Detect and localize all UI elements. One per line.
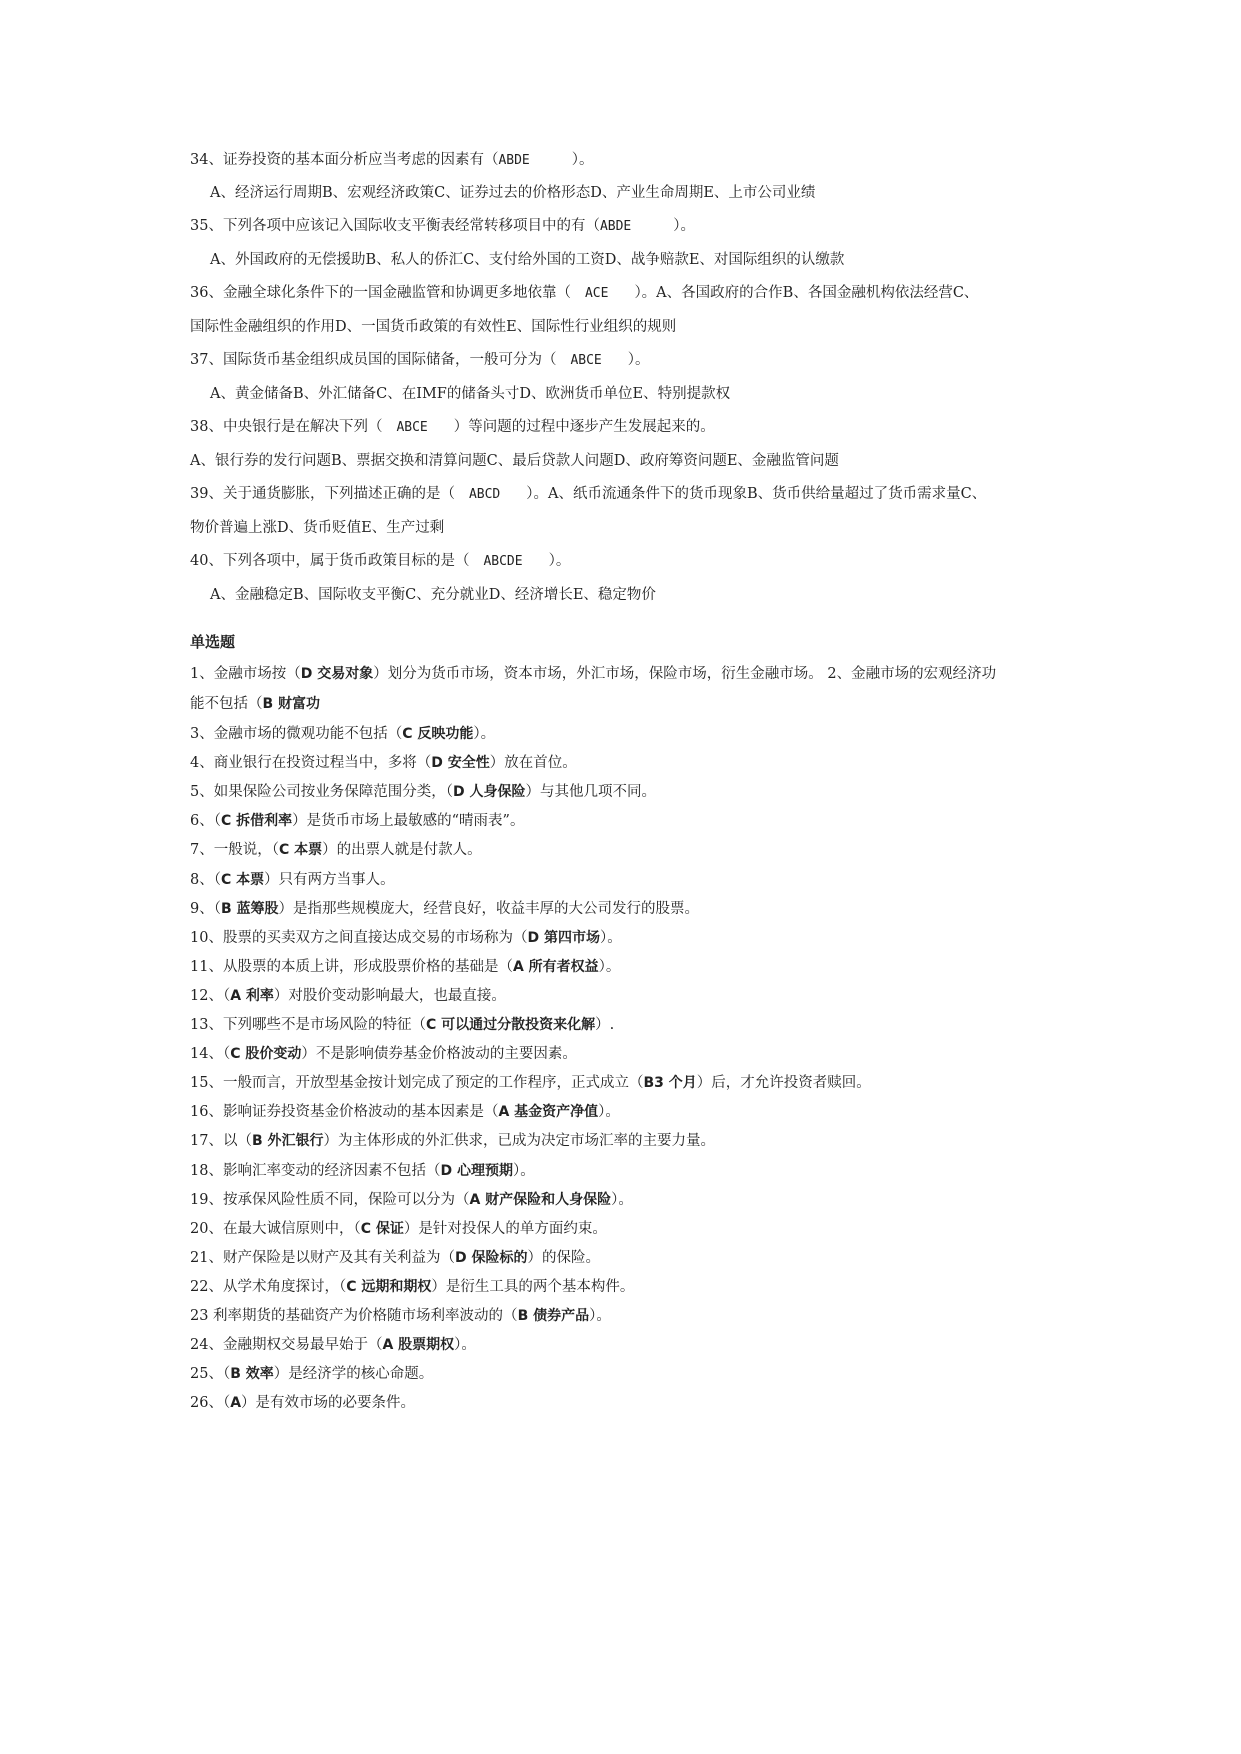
question-text: ）。 — [673, 218, 696, 234]
question-text: ）。A、各国政府的合作B、各国金融机构依法经营C、 — [634, 285, 979, 301]
question-text: 4、商业银行在投资过程当中，多将（ — [190, 755, 432, 772]
question-text: ）对股价变动影响最大，也最直接。 — [273, 987, 506, 1004]
question-text: ）。 — [598, 1104, 620, 1121]
question-text: ）等问题的过程中逐步产生发展起来的。 — [453, 419, 715, 435]
question-text: 13、下列哪些不是市场风险的特征（ — [190, 1017, 426, 1033]
question-text: ）。 — [599, 929, 622, 946]
question-text: ）。 — [627, 352, 650, 368]
question-text: ）。 — [611, 1191, 633, 1208]
question-34-options: A、经济运行周期B、宏观经济政策C、证券过去的价格形态D、产业生命周期E、上市公司业绩 — [210, 185, 816, 201]
single-question-1 — [190, 664, 996, 684]
question-text: 3、金融市场的微观功能不包括（ — [190, 726, 403, 742]
question-39-continued: 物价普遍上涨D、货币贬值E、生产过剩 — [190, 520, 445, 536]
question-text: ）是经济学的核心命题。 — [273, 1366, 434, 1383]
question-text: ）划分为货币市场，资本市场，外汇市场，保险市场，衍生金融市场。 2、金融市场的宏观经济功 — [373, 666, 997, 682]
answer: ABCD — [468, 487, 501, 502]
answer: B 外汇银行 — [251, 1133, 324, 1150]
question-text: 35、下列各项中应该记入国际收支平衡表经常转移项目中的有（ — [190, 218, 600, 234]
question-text: 34、证券投资的基本面分析应当考虑的因素有（ — [190, 152, 499, 168]
question-text: 18、影响汇率变动的经济因素不包括（ — [190, 1162, 441, 1179]
single-question — [190, 870, 395, 890]
single-question — [190, 1102, 620, 1122]
single-question — [190, 1306, 611, 1326]
question-text: 8、（ — [190, 871, 221, 888]
answer: B 财富功 — [262, 696, 321, 712]
answer: A 基金资产净值 — [498, 1104, 599, 1121]
question-text: 38、中央银行是在解决下列（ — [190, 419, 383, 435]
single-question — [190, 1015, 614, 1035]
question-text: 10、股票的买卖双方之间直接达成交易的市场称为（ — [190, 929, 528, 946]
single-question — [190, 986, 506, 1006]
single-question — [190, 840, 482, 860]
answer: C 股价变动 — [230, 1046, 302, 1063]
question-text: ）。 — [589, 1308, 611, 1324]
question-34 — [190, 150, 594, 171]
answer: A — [230, 1395, 242, 1412]
single-question — [190, 1248, 600, 1268]
question-text: 36、金融全球化条件下的一国金融监管和协调更多地依靠（ — [190, 285, 571, 301]
question-text: 21、财产保险是以财产及其有关利益为（ — [190, 1249, 455, 1266]
answer: D 保险标的 — [454, 1249, 528, 1266]
answer: A 利率 — [230, 987, 274, 1004]
answer: ACE — [584, 286, 609, 301]
question-text: ）与其他几项不同。 — [525, 784, 656, 801]
single-question — [190, 1073, 871, 1093]
single-question — [190, 1335, 476, 1355]
question-text: 39、关于通货膨胀，下列描述正确的是（ — [190, 486, 455, 502]
answer: D 心理预期 — [440, 1162, 513, 1179]
answer: ABCE — [396, 420, 428, 435]
answer: C 拆借利率 — [220, 813, 293, 830]
question-text: 26、（ — [190, 1395, 231, 1412]
question-text: 6、（ — [190, 813, 221, 830]
question-text: ）是衍生工具的两个基本构件。 — [431, 1278, 635, 1295]
single-question — [190, 1393, 415, 1413]
question-text: ）。 — [454, 1337, 476, 1354]
single-question — [190, 753, 577, 773]
answer: ABDE — [599, 219, 632, 234]
question-text: 17、以（ — [190, 1133, 252, 1150]
question-text: ）只有两方当事人。 — [264, 871, 395, 888]
question-text: ）的保险。 — [527, 1249, 600, 1266]
section-heading: 单选题 — [190, 633, 236, 651]
question-text: ）后，才允许投资者赎回。 — [696, 1075, 871, 1092]
question-40 — [190, 551, 570, 572]
answer: B 债券产品 — [517, 1308, 590, 1324]
question-text: ）。 — [598, 958, 621, 975]
answer: D 安全性 — [431, 755, 490, 772]
question-text: 15、一般而言，开放型基金按计划完成了预定的工作程序，正式成立（ — [190, 1075, 644, 1092]
single-question — [190, 1190, 633, 1210]
question-text: ）是货币市场上最敏感的“晴雨表”。 — [292, 813, 525, 830]
answer: ABDE — [498, 153, 530, 168]
question-text: 9、（ — [190, 900, 221, 917]
answer: B3 个月 — [643, 1075, 697, 1092]
answer: D 人身保险 — [452, 784, 526, 801]
question-text: ）放在首位。 — [489, 755, 577, 772]
question-text: ）是有效市场的必要条件。 — [241, 1395, 416, 1412]
question-text: 11、从股票的本质上讲，形成股票价格的基础是（ — [190, 958, 513, 975]
question-40-options: A、金融稳定B、国际收支平衡C、充分就业D、经济增长E、稳定物价 — [210, 587, 656, 603]
answer: C 本票 — [220, 871, 265, 888]
question-text: ）是针对投保人的单方面约束。 — [403, 1220, 607, 1237]
question-text: 20、在最大诚信原则中，（ — [190, 1220, 361, 1237]
question-text: ）。 — [548, 553, 571, 569]
question-text: 16、影响证券投资基金价格波动的基本因素是（ — [190, 1104, 499, 1121]
question-text: ）的出票人就是付款人。 — [322, 842, 482, 859]
answer: D 交易对象 — [300, 666, 374, 682]
question-text: ）不是影响债券基金价格波动的主要因素。 — [301, 1046, 577, 1063]
answer: D 第四市场 — [527, 929, 600, 946]
single-question-2 — [190, 694, 320, 714]
question-36-continued: 国际性金融组织的作用D、一国货币政策的有效性E、国际性行业组织的规则 — [190, 319, 677, 335]
single-question — [190, 1277, 634, 1297]
single-question — [190, 782, 656, 802]
question-text: 19、按承保风险性质不同，保险可以分为（ — [190, 1191, 470, 1208]
single-question — [190, 811, 524, 831]
question-text: 24、金融期权交易最早始于（ — [190, 1337, 383, 1354]
question-text: ）. — [595, 1017, 615, 1033]
question-37 — [190, 350, 650, 371]
answer: A 所有者权益 — [512, 958, 599, 975]
answer: ABCE — [570, 353, 602, 368]
question-38 — [190, 417, 715, 438]
answer: C 可以通过分散投资来化解 — [425, 1017, 596, 1033]
question-text: ）。A、纸币流通条件下的货币现象B、货币供给量超过了货币需求量C、 — [526, 486, 987, 502]
question-39 — [190, 484, 986, 505]
question-text: 能不包括（ — [190, 696, 263, 712]
single-question — [190, 1161, 535, 1181]
question-text: 12、（ — [190, 987, 231, 1004]
single-question — [190, 1044, 577, 1064]
question-text: 25、（ — [190, 1366, 231, 1383]
question-text: ）。 — [571, 152, 594, 168]
question-text: 22、从学术角度探讨，（ — [190, 1278, 347, 1295]
question-text: 14、（ — [190, 1046, 231, 1063]
question-text: 23 利率期货的基础资产为价格随市场利率波动的（ — [190, 1308, 518, 1324]
answer: C 本票 — [278, 842, 323, 859]
single-question — [190, 928, 622, 948]
question-35 — [190, 216, 695, 237]
question-text: 5、如果保险公司按业务保障范围分类，（ — [190, 784, 453, 801]
question-text: 37、国际货币基金组织成员国的国际储备，一般可分为（ — [190, 352, 557, 368]
single-question — [190, 1131, 715, 1151]
answer: B 蓝筹股 — [220, 900, 279, 917]
question-35-options: A、外国政府的无偿援助B、私人的侨汇C、支付给外国的工资D、战争赔款E、对国际组织的认缴款 — [210, 252, 845, 268]
question-text: 40、下列各项中，属于货币政策目标的是（ — [190, 553, 470, 569]
answer: ABCDE — [483, 554, 523, 569]
question-36 — [190, 283, 978, 304]
single-question — [190, 957, 620, 977]
question-37-options: A、黄金储备B、外汇储备C、在IMF的储备头寸D、欧洲货币单位E、特别提款权 — [210, 386, 731, 402]
question-text: ）为主体形成的外汇供求，已成为决定市场汇率的主要力量。 — [323, 1133, 715, 1150]
question-text: ）。 — [512, 1162, 535, 1179]
single-question — [190, 724, 495, 744]
single-question — [190, 899, 699, 919]
answer: B 效率 — [230, 1366, 274, 1383]
question-text: ）。 — [473, 726, 496, 742]
answer: C 保证 — [360, 1220, 404, 1237]
question-text: ）是指那些规模庞大，经营良好，收益丰厚的大公司发行的股票。 — [278, 900, 700, 917]
answer: C 反映功能 — [402, 726, 474, 742]
question-38-options: A、银行券的发行问题B、票据交换和清算问题C、最后贷款人问题D、政府筹资问题E、金融监管问题 — [190, 453, 839, 469]
answer: A 财产保险和人身保险 — [469, 1191, 612, 1208]
question-text: 1、金融市场按（ — [190, 666, 301, 682]
answer: A 股票期权 — [382, 1337, 455, 1354]
single-question — [190, 1364, 433, 1384]
single-question — [190, 1219, 607, 1239]
answer: C 远期和期权 — [346, 1278, 432, 1295]
question-text: 7、一般说，（ — [190, 842, 279, 859]
